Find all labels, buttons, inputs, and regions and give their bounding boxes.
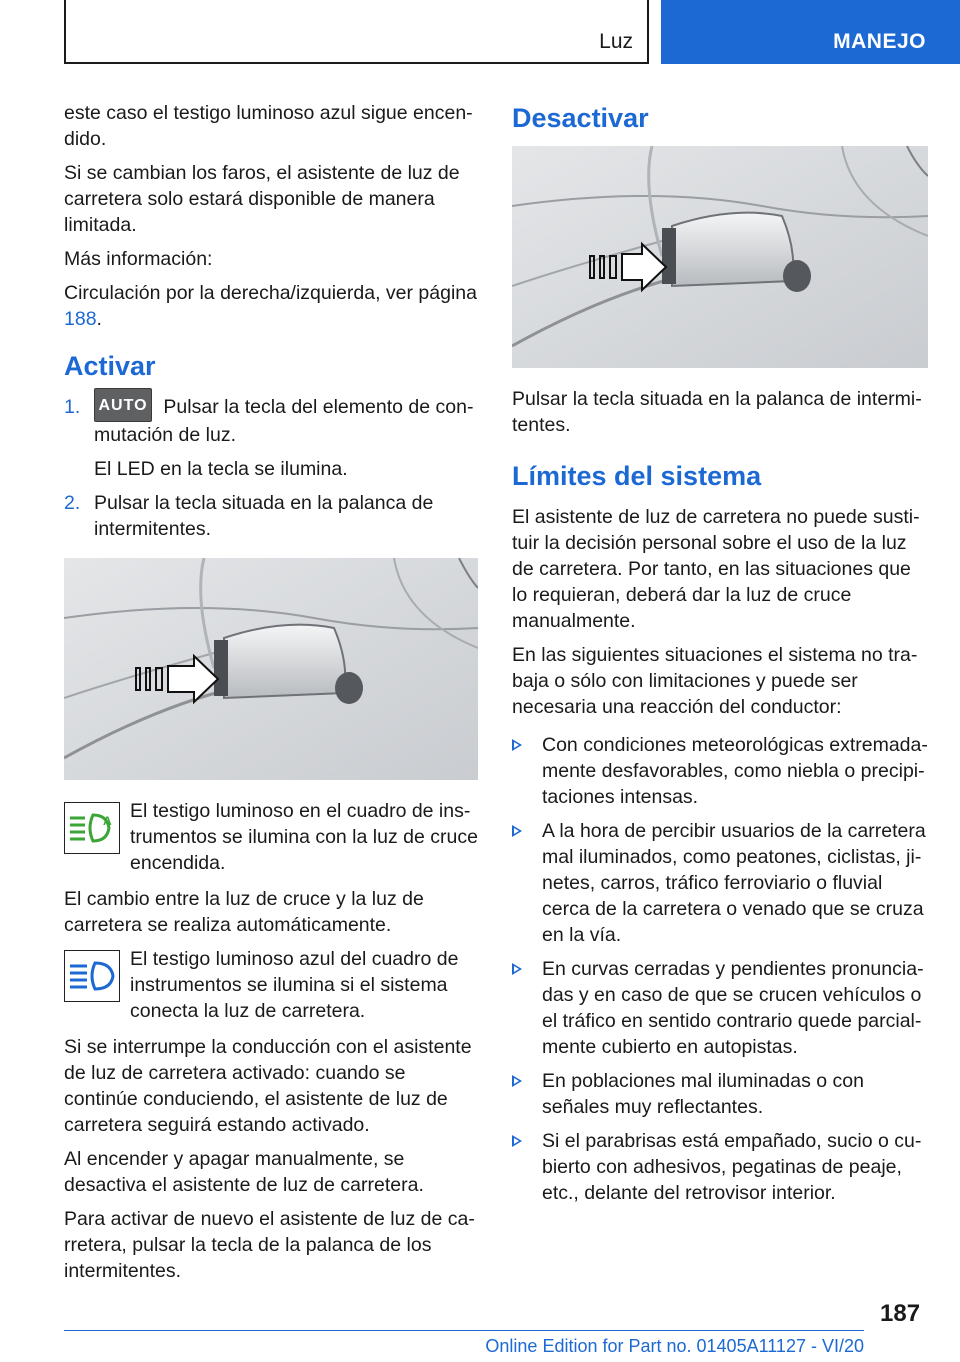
high-beam-indicator-icon (64, 950, 120, 1002)
auto-button-icon: AUTO (94, 388, 152, 422)
indicator-note-text: El testigo luminoso azul del cuadro de instrumentos se ilumina si el sistema conecta la luz de carretera. (130, 948, 459, 1022)
low-beam-indicator-icon (64, 802, 120, 854)
auto-switch-paragraph: El cambio entre la luz de cruce y la luz de carretera se realiza automáticamente. (64, 888, 424, 936)
limits-paragraph: En las siguientes situaciones el sistema no trabaja o sólo con limitaciones y puede ser necesaria una reacción del conductor: (512, 644, 918, 718)
step-item (64, 394, 478, 482)
outro-paragraph: Para activar de nuevo el asistente de luz de carretera, pulsar la tecla de la palanca de los intermitentes. (64, 1208, 475, 1282)
bullet-text: A la hora de percibir usuarios de la carretera mal iluminados, como peatones, ciclistas, jinetes, carros, tráfico ferroviario o fluvial cerca de la carretera o venado que se cruza en la vía. (542, 820, 926, 946)
indicator-note-text: El testigo luminoso en el cuadro de instrumentos se ilumina con la luz de cruce encendida. (130, 800, 478, 874)
heading-deactivate: Desactivar (512, 103, 649, 133)
intro-paragraph: Si se cambian los faros, el asistente de luz de carretera solo estará disponible de manera limitada. (64, 162, 460, 236)
bullet-text: En curvas cerradas y pendientes pronunciadas y en caso de que se crucen vehículos o el tráfico en sentido contrario quede parcialmente cubierto en autopistas. (542, 958, 924, 1058)
header-chapter-tab (661, 0, 960, 64)
step-text: Pulsar la tecla situada en la palanca de intermitentes. (94, 492, 434, 540)
triangle-bullet-icon (512, 1075, 522, 1087)
outro-paragraph: Si se interrumpe la conducción con el asistente de luz de carretera activado: cuando se continúe conduciendo, el asistente de luz de carretera seguirá estando activado. (64, 1036, 472, 1136)
right-column (512, 100, 928, 1214)
left-column (64, 100, 478, 1292)
footer-edition: Online Edition for Part no. 01405A11127 - VI/20 (485, 1336, 864, 1356)
indicator-note (64, 946, 478, 1024)
deactivate-paragraph: Pulsar la tecla situada en la palanca de intermitentes. (512, 388, 922, 436)
footer-divider (64, 1330, 864, 1331)
step-text: Pulsar la tecla del elemento de conmutación de luz. (94, 396, 474, 446)
indicator-note (64, 798, 478, 876)
intro-paragraph: Más información: (64, 248, 213, 270)
svg-text:A: A (103, 814, 112, 828)
triangle-bullet-icon (512, 739, 522, 751)
more-info-reference: Circulación por la derecha/izquierda, ver página 188. (64, 282, 477, 330)
header-section-box (64, 0, 649, 64)
limit-bullet-item (512, 1128, 928, 1206)
more-info-text: Circulación por la derecha/izquierda, ver página (64, 282, 477, 304)
bullet-text: Si el parabrisas está empañado, sucio o cubierto con adhesivos, pegatinas de peaje, etc., delante del retrovisor interior. (542, 1130, 922, 1204)
lever-illustration (512, 146, 928, 368)
limit-bullet-item (512, 956, 928, 1060)
page-number: 187 (880, 1300, 921, 1327)
limit-bullet-item (512, 1068, 928, 1120)
heading-activate: Activar (64, 351, 156, 381)
triangle-bullet-icon (512, 1135, 522, 1147)
heading-system-limits: Límites del sistema (512, 461, 762, 491)
header-chapter-label: MANEJO (833, 30, 926, 53)
step-item (64, 490, 478, 542)
turn-signal-lever-image (512, 146, 928, 368)
turn-signal-lever-image (64, 558, 478, 780)
bullet-text: Con condiciones meteorológicas extremadamente desfavorables, como niebla o precipitaciones intensas. (542, 734, 928, 808)
header-section-label: Luz (599, 30, 633, 53)
limit-bullet-item (512, 732, 928, 810)
step-number: 2. (64, 492, 81, 514)
bullet-text: En poblaciones mal iluminadas o con señales muy reflectantes. (542, 1070, 864, 1118)
limits-paragraph: El asistente de luz de carretera no puede sustituir la decisión personal sobre el uso de la luz de carretera. Por tanto, en las situaciones que lo requieran, deberá dar la luz de cruce manualmente. (512, 506, 920, 632)
triangle-bullet-icon (512, 963, 522, 975)
triangle-bullet-icon (512, 825, 522, 837)
intro-paragraph: este caso el testigo luminoso azul sigue encendido. (64, 102, 473, 150)
limit-bullet-item (512, 818, 928, 948)
step-subtext: El LED en la tecla se ilumina. (94, 458, 348, 480)
outro-paragraph: Al encender y apagar manualmente, se desactiva el asistente de luz de carretera. (64, 1148, 424, 1196)
step-number: 1. (64, 396, 81, 418)
page-reference-link[interactable]: 188 (64, 308, 97, 330)
lever-illustration (64, 558, 478, 780)
